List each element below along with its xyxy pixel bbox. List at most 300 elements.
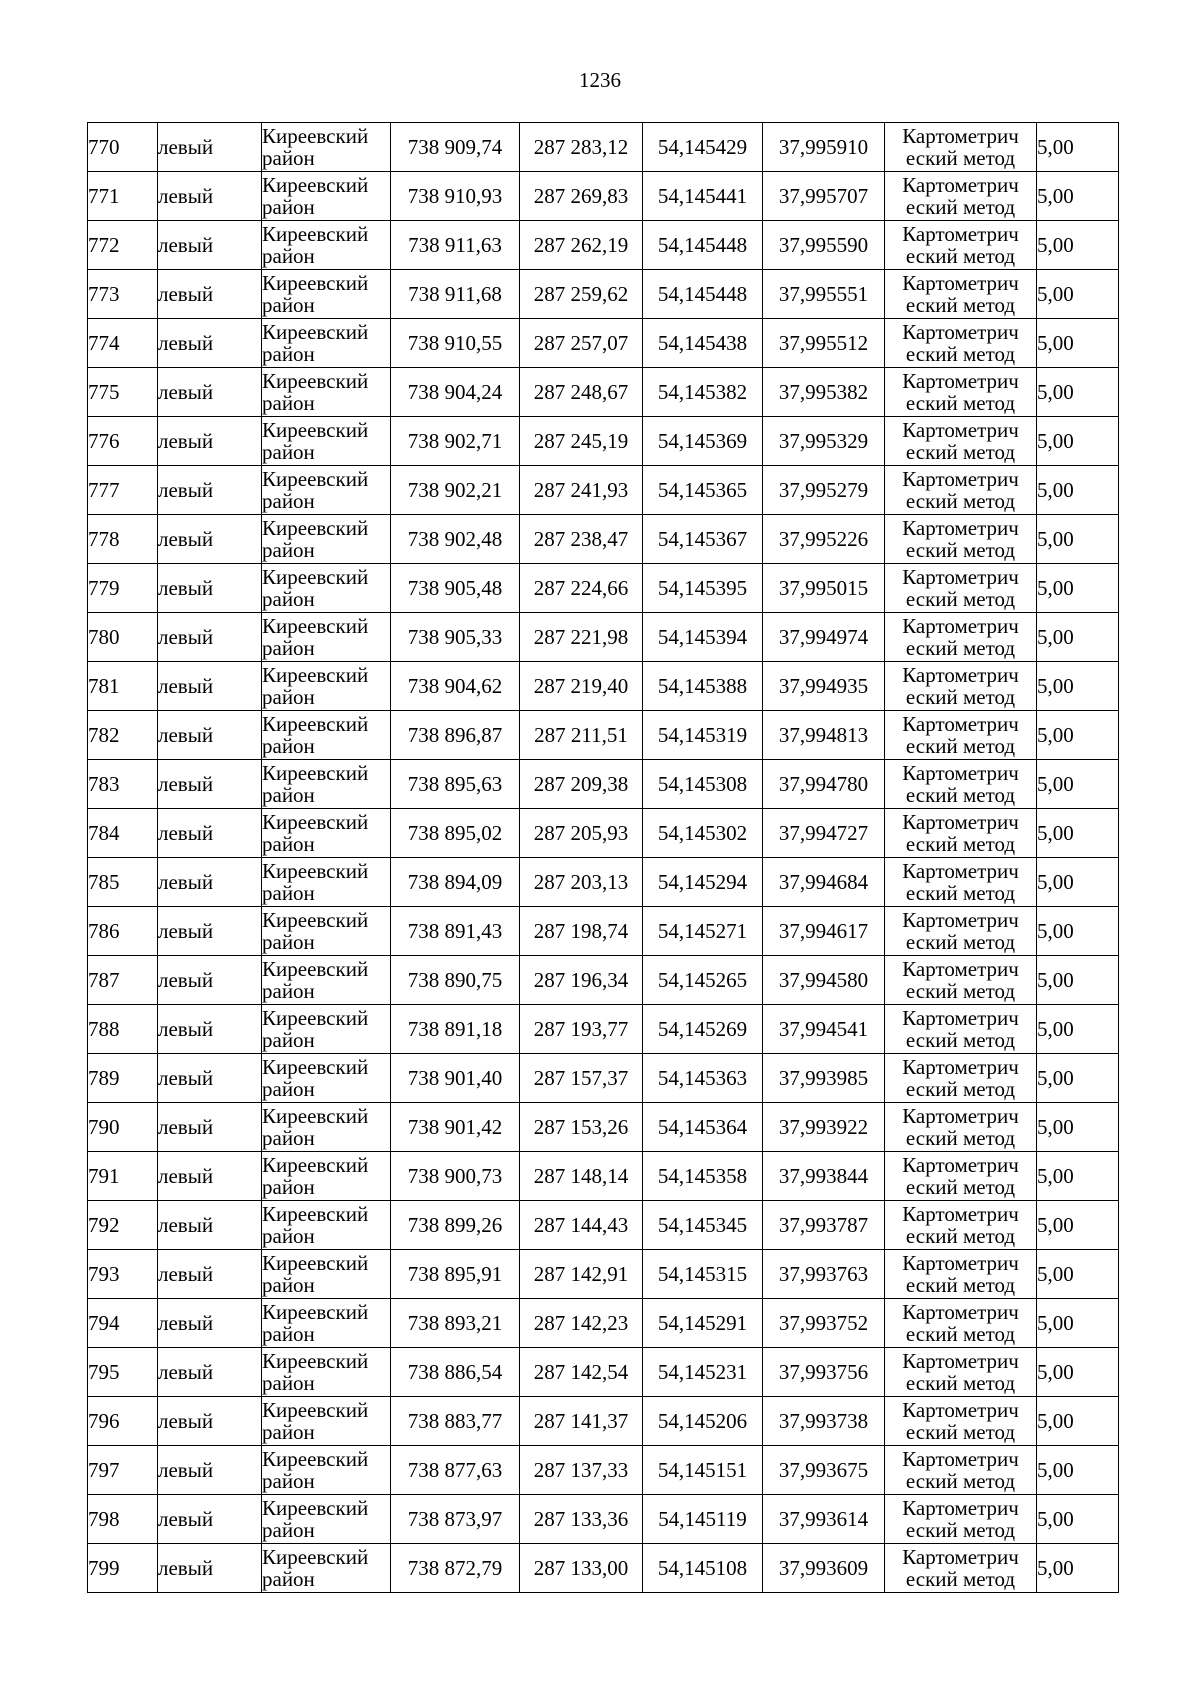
x-coordinate-cell: 738 896,87 [391,711,520,760]
point-number-cell: 786 [88,907,158,956]
x-coordinate-cell: 738 894,09 [391,858,520,907]
accuracy-cell: 5,00 [1037,221,1119,270]
method-line: Картометрич [902,1006,1019,1030]
y-coordinate-cell: 287 205,93 [520,809,643,858]
accuracy-cell: 5,00 [1037,956,1119,1005]
page-number: 1236 [579,68,621,92]
method-line: Картометрич [902,1300,1019,1324]
district-line: район [262,1273,315,1297]
method-cell [885,417,1037,466]
longitude-cell: 37,994541 [763,1005,885,1054]
district-cell [262,858,391,907]
accuracy-cell: 5,00 [1037,1152,1119,1201]
district-cell [262,907,391,956]
longitude-cell: 37,993609 [763,1544,885,1593]
district-cell [262,1446,391,1495]
y-coordinate-cell: 287 133,36 [520,1495,643,1544]
district-line: район [262,1224,315,1248]
longitude-cell: 37,994684 [763,858,885,907]
bank-side-cell: левый [158,221,262,270]
district-line: Киреевский [262,663,369,687]
district-line: район [262,440,315,464]
bank-side-cell: левый [158,515,262,564]
accuracy-cell: 5,00 [1037,1544,1119,1593]
bank-side-cell: левый [158,319,262,368]
method-cell [885,270,1037,319]
table-row [88,1103,1119,1152]
y-coordinate-cell: 287 148,14 [520,1152,643,1201]
method-cell [885,662,1037,711]
bank-side-cell: левый [158,1152,262,1201]
method-cell [885,1201,1037,1250]
method-cell [885,1152,1037,1201]
method-cell [885,1446,1037,1495]
x-coordinate-cell: 738 905,48 [391,564,520,613]
district-line: Киреевский [262,1202,369,1226]
point-number-cell: 775 [88,368,158,417]
x-coordinate-cell: 738 891,18 [391,1005,520,1054]
district-line: район [262,1469,315,1493]
district-cell [262,368,391,417]
point-number-cell: 794 [88,1299,158,1348]
y-coordinate-cell: 287 259,62 [520,270,643,319]
table-row [88,1299,1119,1348]
method-line: Картометрич [902,908,1019,932]
y-coordinate-cell: 287 142,23 [520,1299,643,1348]
longitude-cell: 37,993756 [763,1348,885,1397]
point-number-cell: 796 [88,1397,158,1446]
longitude-cell: 37,995910 [763,123,885,172]
x-coordinate-cell: 738 910,55 [391,319,520,368]
accuracy-cell: 5,00 [1037,1201,1119,1250]
method-line: еский метод [905,1322,1016,1346]
table-row [88,466,1119,515]
method-line: Картометрич [902,663,1019,687]
district-cell [262,1201,391,1250]
method-cell [885,466,1037,515]
district-line: Киреевский [262,565,369,589]
method-line: еский метод [905,1371,1016,1395]
district-cell [262,270,391,319]
district-line: Киреевский [262,516,369,540]
point-number-cell: 791 [88,1152,158,1201]
district-cell [262,466,391,515]
bank-side-cell: левый [158,1005,262,1054]
accuracy-cell: 5,00 [1037,809,1119,858]
district-line: Киреевский [262,908,369,932]
method-line: еский метод [905,1077,1016,1101]
method-line: Картометрич [902,1398,1019,1422]
district-line: район [262,930,315,954]
longitude-cell: 37,995382 [763,368,885,417]
latitude-cell: 54,145358 [643,1152,763,1201]
y-coordinate-cell: 287 203,13 [520,858,643,907]
accuracy-cell: 5,00 [1037,613,1119,662]
latitude-cell: 54,145382 [643,368,763,417]
y-coordinate-cell: 287 283,12 [520,123,643,172]
accuracy-cell: 5,00 [1037,270,1119,319]
table-row [88,858,1119,907]
accuracy-cell: 5,00 [1037,1299,1119,1348]
bank-side-cell: левый [158,1299,262,1348]
x-coordinate-cell: 738 902,71 [391,417,520,466]
district-line: Киреевский [262,957,369,981]
longitude-cell: 37,995707 [763,172,885,221]
x-coordinate-cell: 738 911,63 [391,221,520,270]
bank-side-cell: левый [158,172,262,221]
method-line: Картометрич [902,859,1019,883]
table-row [88,1446,1119,1495]
longitude-cell: 37,994974 [763,613,885,662]
longitude-cell: 37,994617 [763,907,885,956]
district-line: район [262,881,315,905]
point-number-cell: 793 [88,1250,158,1299]
table-body [88,123,1119,1593]
y-coordinate-cell: 287 153,26 [520,1103,643,1152]
y-coordinate-cell: 287 137,33 [520,1446,643,1495]
point-number-cell: 772 [88,221,158,270]
method-line: Картометрич [902,614,1019,638]
bank-side-cell: левый [158,858,262,907]
x-coordinate-cell: 738 902,21 [391,466,520,515]
district-line: Киреевский [262,1104,369,1128]
district-line: район [262,1322,315,1346]
district-line: район [262,1420,315,1444]
method-cell [885,172,1037,221]
district-line: Киреевский [262,1251,369,1275]
table-row [88,564,1119,613]
point-number-cell: 770 [88,123,158,172]
latitude-cell: 54,145151 [643,1446,763,1495]
method-line: еский метод [905,440,1016,464]
method-cell [885,858,1037,907]
bank-side-cell: левый [158,1054,262,1103]
y-coordinate-cell: 287 211,51 [520,711,643,760]
bank-side-cell: левый [158,956,262,1005]
district-line: Киреевский [262,810,369,834]
table-row [88,613,1119,662]
longitude-cell: 37,995329 [763,417,885,466]
district-line: Киреевский [262,1349,369,1373]
y-coordinate-cell: 287 238,47 [520,515,643,564]
method-cell [885,368,1037,417]
method-line: еский метод [905,1175,1016,1199]
method-cell [885,760,1037,809]
x-coordinate-cell: 738 883,77 [391,1397,520,1446]
method-cell [885,123,1037,172]
method-line: Картометрич [902,1202,1019,1226]
district-line: район [262,1077,315,1101]
latitude-cell: 54,145294 [643,858,763,907]
accuracy-cell: 5,00 [1037,466,1119,515]
x-coordinate-cell: 738 910,93 [391,172,520,221]
district-cell [262,564,391,613]
method-line: еский метод [905,734,1016,758]
point-number-cell: 781 [88,662,158,711]
longitude-cell: 37,995226 [763,515,885,564]
district-line: Киреевский [262,173,369,197]
bank-side-cell: левый [158,1201,262,1250]
method-line: еский метод [905,636,1016,660]
method-line: Картометрич [902,1055,1019,1079]
table-row [88,319,1119,368]
table-row [88,1005,1119,1054]
method-cell [885,1005,1037,1054]
longitude-cell: 37,994813 [763,711,885,760]
point-number-cell: 779 [88,564,158,613]
bank-side-cell: левый [158,1250,262,1299]
longitude-cell: 37,995590 [763,221,885,270]
accuracy-cell: 5,00 [1037,1005,1119,1054]
table-row [88,368,1119,417]
district-line: Киреевский [262,1496,369,1520]
latitude-cell: 54,145448 [643,270,763,319]
x-coordinate-cell: 738 895,91 [391,1250,520,1299]
accuracy-cell: 5,00 [1037,1054,1119,1103]
longitude-cell: 37,995512 [763,319,885,368]
district-line: район [262,1175,315,1199]
table-row [88,221,1119,270]
x-coordinate-cell: 738 891,43 [391,907,520,956]
x-coordinate-cell: 738 901,42 [391,1103,520,1152]
method-cell [885,1495,1037,1544]
y-coordinate-cell: 287 141,37 [520,1397,643,1446]
district-line: Киреевский [262,761,369,785]
longitude-cell: 37,995279 [763,466,885,515]
accuracy-cell: 5,00 [1037,760,1119,809]
method-line: еский метод [905,489,1016,513]
latitude-cell: 54,145438 [643,319,763,368]
x-coordinate-cell: 738 873,97 [391,1495,520,1544]
y-coordinate-cell: 287 209,38 [520,760,643,809]
district-cell [262,1544,391,1593]
longitude-cell: 37,993787 [763,1201,885,1250]
method-line: еский метод [905,391,1016,415]
method-cell [885,1348,1037,1397]
district-cell [262,956,391,1005]
table-row [88,270,1119,319]
method-cell [885,1299,1037,1348]
table-row [88,515,1119,564]
bank-side-cell: левый [158,270,262,319]
x-coordinate-cell: 738 900,73 [391,1152,520,1201]
method-line: Картометрич [902,124,1019,148]
longitude-cell: 37,993763 [763,1250,885,1299]
latitude-cell: 54,145206 [643,1397,763,1446]
method-line: еский метод [905,1028,1016,1052]
district-line: Киреевский [262,1447,369,1471]
district-line: район [262,538,315,562]
bank-side-cell: левый [158,417,262,466]
district-line: район [262,195,315,219]
accuracy-cell: 5,00 [1037,1495,1119,1544]
point-number-cell: 788 [88,1005,158,1054]
longitude-cell: 37,994727 [763,809,885,858]
district-cell [262,1103,391,1152]
latitude-cell: 54,145365 [643,466,763,515]
method-cell [885,515,1037,564]
y-coordinate-cell: 287 142,54 [520,1348,643,1397]
accuracy-cell: 5,00 [1037,1446,1119,1495]
district-cell [262,1250,391,1299]
accuracy-cell: 5,00 [1037,172,1119,221]
accuracy-cell: 5,00 [1037,515,1119,564]
x-coordinate-cell: 738 911,68 [391,270,520,319]
y-coordinate-cell: 287 262,19 [520,221,643,270]
x-coordinate-cell: 738 877,63 [391,1446,520,1495]
longitude-cell: 37,995551 [763,270,885,319]
district-line: Киреевский [262,1153,369,1177]
latitude-cell: 54,145315 [643,1250,763,1299]
point-number-cell: 771 [88,172,158,221]
point-number-cell: 785 [88,858,158,907]
method-line: еский метод [905,1518,1016,1542]
longitude-cell: 37,993675 [763,1446,885,1495]
district-cell [262,1397,391,1446]
point-number-cell: 782 [88,711,158,760]
point-number-cell: 780 [88,613,158,662]
bank-side-cell: левый [158,1446,262,1495]
x-coordinate-cell: 738 895,63 [391,760,520,809]
district-line: Киреевский [262,1398,369,1422]
y-coordinate-cell: 287 157,37 [520,1054,643,1103]
point-number-cell: 774 [88,319,158,368]
accuracy-cell: 5,00 [1037,858,1119,907]
method-line: еский метод [905,1469,1016,1493]
table-row [88,1152,1119,1201]
district-line: район [262,587,315,611]
district-line: район [262,979,315,1003]
district-cell [262,1005,391,1054]
district-line: район [262,783,315,807]
district-cell [262,417,391,466]
district-line: Киреевский [262,467,369,491]
bank-side-cell: левый [158,662,262,711]
district-line: Киреевский [262,712,369,736]
latitude-cell: 54,145429 [643,123,763,172]
point-number-cell: 799 [88,1544,158,1593]
district-line: район [262,685,315,709]
district-line: район [262,146,315,170]
bank-side-cell: левый [158,809,262,858]
district-line: район [262,391,315,415]
x-coordinate-cell: 738 905,33 [391,613,520,662]
latitude-cell: 54,145108 [643,1544,763,1593]
table-row [88,662,1119,711]
district-cell [262,711,391,760]
district-line: Киреевский [262,859,369,883]
accuracy-cell: 5,00 [1037,1103,1119,1152]
bank-side-cell: левый [158,1544,262,1593]
x-coordinate-cell: 738 904,24 [391,368,520,417]
y-coordinate-cell: 287 224,66 [520,564,643,613]
point-number-cell: 795 [88,1348,158,1397]
method-cell [885,711,1037,760]
longitude-cell: 37,994580 [763,956,885,1005]
method-line: еский метод [905,832,1016,856]
accuracy-cell: 5,00 [1037,417,1119,466]
district-cell [262,760,391,809]
latitude-cell: 54,145388 [643,662,763,711]
table-row [88,956,1119,1005]
district-cell [262,172,391,221]
latitude-cell: 54,145291 [643,1299,763,1348]
point-number-cell: 787 [88,956,158,1005]
district-line: Киреевский [262,320,369,344]
x-coordinate-cell: 738 886,54 [391,1348,520,1397]
y-coordinate-cell: 287 221,98 [520,613,643,662]
district-line: Киреевский [262,1055,369,1079]
latitude-cell: 54,145369 [643,417,763,466]
bank-side-cell: левый [158,711,262,760]
method-cell [885,809,1037,858]
method-cell [885,907,1037,956]
method-line: Картометрич [902,222,1019,246]
x-coordinate-cell: 738 872,79 [391,1544,520,1593]
method-line: Картометрич [902,1251,1019,1275]
district-cell [262,809,391,858]
district-line: Киреевский [262,1545,369,1569]
accuracy-cell: 5,00 [1037,1348,1119,1397]
point-number-cell: 783 [88,760,158,809]
accuracy-cell: 5,00 [1037,368,1119,417]
longitude-cell: 37,993985 [763,1054,885,1103]
district-line: район [262,489,315,513]
method-line: еский метод [905,1420,1016,1444]
method-line: еский метод [905,1126,1016,1150]
method-line: еский метод [905,685,1016,709]
bank-side-cell: левый [158,1397,262,1446]
y-coordinate-cell: 287 269,83 [520,172,643,221]
point-number-cell: 784 [88,809,158,858]
method-line: еский метод [905,538,1016,562]
accuracy-cell: 5,00 [1037,123,1119,172]
y-coordinate-cell: 287 257,07 [520,319,643,368]
table-row [88,1397,1119,1446]
district-cell [262,123,391,172]
point-number-cell: 790 [88,1103,158,1152]
district-line: район [262,832,315,856]
district-line: Киреевский [262,369,369,393]
method-line: Картометрич [902,1545,1019,1569]
table-row [88,1544,1119,1593]
table-row [88,123,1119,172]
point-number-cell: 776 [88,417,158,466]
district-line: Киреевский [262,1300,369,1324]
table-row [88,1250,1119,1299]
method-line: Картометрич [902,320,1019,344]
y-coordinate-cell: 287 248,67 [520,368,643,417]
district-cell [262,1299,391,1348]
bank-side-cell: левый [158,613,262,662]
bank-side-cell: левый [158,368,262,417]
district-line: район [262,1371,315,1395]
method-cell [885,1250,1037,1299]
method-line: еский метод [905,783,1016,807]
table-row [88,1495,1119,1544]
x-coordinate-cell: 738 899,26 [391,1201,520,1250]
district-cell [262,319,391,368]
latitude-cell: 54,145302 [643,809,763,858]
district-cell [262,1348,391,1397]
method-line: Картометрич [902,418,1019,442]
y-coordinate-cell: 287 219,40 [520,662,643,711]
accuracy-cell: 5,00 [1037,564,1119,613]
method-cell [885,1397,1037,1446]
method-line: еский метод [905,587,1016,611]
table-row [88,907,1119,956]
y-coordinate-cell: 287 193,77 [520,1005,643,1054]
